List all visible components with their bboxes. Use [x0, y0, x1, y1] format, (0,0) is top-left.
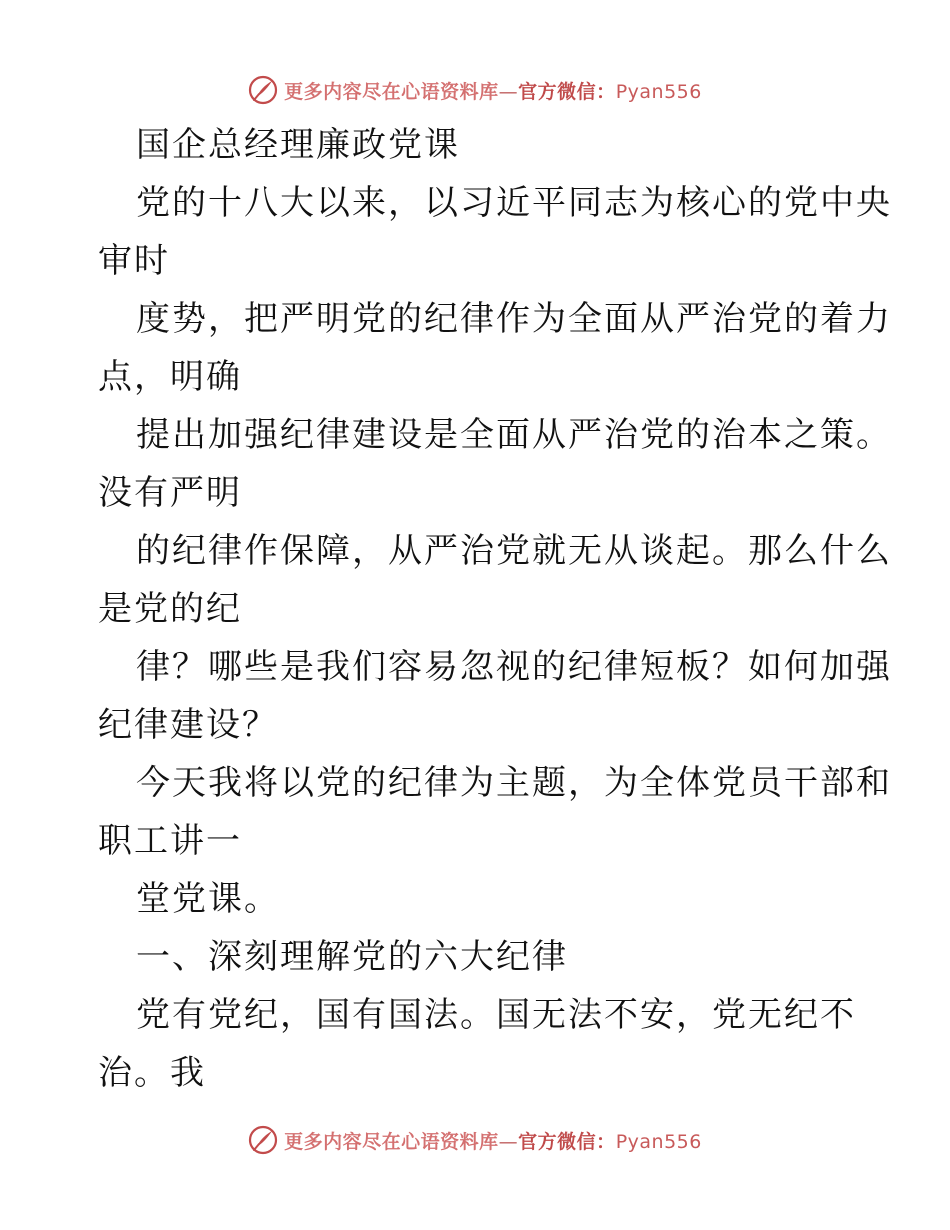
- header-promo-text: 更多内容尽在心语资料库: [284, 80, 499, 103]
- footer-banner-text: [284, 1127, 702, 1154]
- paragraph-line: 党的十八大以来，以习近平同志为核心的党中央: [136, 183, 892, 223]
- header-banner: [0, 70, 950, 110]
- paragraph-line: 纪律建设？: [98, 705, 278, 745]
- footer-promo-text: 更多内容尽在心语资料库: [284, 1130, 499, 1153]
- paragraph-line: 审时: [98, 241, 170, 281]
- paragraph-line: 律？哪些是我们容易忽视的纪律短板？如何加强: [136, 647, 892, 687]
- header-separator: —: [498, 80, 519, 103]
- header-banner-text: [284, 77, 702, 104]
- paragraph-line: 今天我将以党的纪律为主题，为全体党员干部和: [136, 763, 892, 803]
- header-wechat-label: 官方微信：: [518, 80, 616, 103]
- paragraph-line: 治。我: [98, 1053, 206, 1093]
- paragraph-line: 点，明确: [98, 357, 242, 397]
- feather-quill-logo-icon: [248, 1125, 278, 1155]
- footer-wechat-id: Pyan556: [615, 1130, 702, 1153]
- footer-wechat-label: 官方微信：: [518, 1130, 616, 1153]
- header-wechat-id: Pyan556: [615, 80, 702, 103]
- section-heading: 一、深刻理解党的六大纪律: [136, 937, 568, 977]
- document-title: 国企总经理廉政党课: [136, 125, 460, 165]
- document-body: [98, 116, 892, 1102]
- paragraph-line: 堂党课。: [136, 879, 280, 919]
- paragraph-line: 的纪律作保障，从严治党就无从谈起。那么什么: [136, 531, 892, 571]
- paragraph-line: 提出加强纪律建设是全面从严治党的治本之策。: [136, 415, 892, 455]
- paragraph-line: 职工讲一: [98, 821, 242, 861]
- paragraph-line: 度势，把严明党的纪律作为全面从严治党的着力: [136, 299, 892, 339]
- paragraph-line: 党有党纪，国有国法。国无法不安，党无纪不: [136, 995, 856, 1035]
- paragraph-line: 是党的纪: [98, 589, 242, 629]
- paragraph-line: 没有严明: [98, 473, 242, 513]
- footer-separator: —: [498, 1130, 519, 1153]
- footer-banner: [0, 1120, 950, 1160]
- feather-quill-logo-icon: [248, 75, 278, 105]
